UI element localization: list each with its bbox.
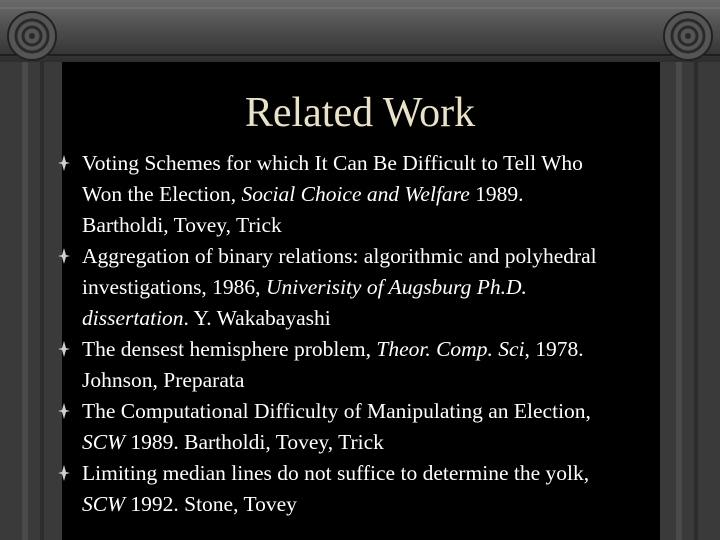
- reference-item: [58, 241, 698, 334]
- reference-text: Aggregation of binary relations: algorithmic and polyhedral investigations, 1986, Univerisity of Augsburg Ph.D. dissertation. Y. Wakabayashi: [82, 244, 597, 330]
- left-volute-ornament: [8, 12, 56, 60]
- reference-text: The densest hemisphere problem, Theor. Comp. Sci, 1978. Johnson, Preparata: [82, 337, 584, 392]
- reference-item: [58, 334, 698, 396]
- bullet-icon: [58, 403, 70, 419]
- bullet-icon: [58, 155, 70, 171]
- bullet-icon: [58, 465, 70, 481]
- reference-text: Limiting median lines do not suffice to determine the yolk, SCW 1992. Stone, Tovey: [82, 461, 590, 516]
- reference-item: [58, 458, 698, 520]
- reference-text: Voting Schemes for which It Can Be Difficult to Tell Who Won the Election, Social Choice and Welfare 1989. Bartholdi, Tovey, Trick: [82, 151, 583, 237]
- reference-list: [58, 148, 698, 520]
- bullet-icon: [58, 341, 70, 357]
- bullet-icon: [58, 248, 70, 264]
- reference-item: [58, 396, 698, 458]
- reference-item: [58, 148, 698, 241]
- reference-text: The Computational Difficulty of Manipulating an Election, SCW 1989. Bartholdi, Tovey, Trick: [82, 399, 591, 454]
- right-volute-ornament: [664, 12, 712, 60]
- slide-title: Related Work: [244, 90, 476, 136]
